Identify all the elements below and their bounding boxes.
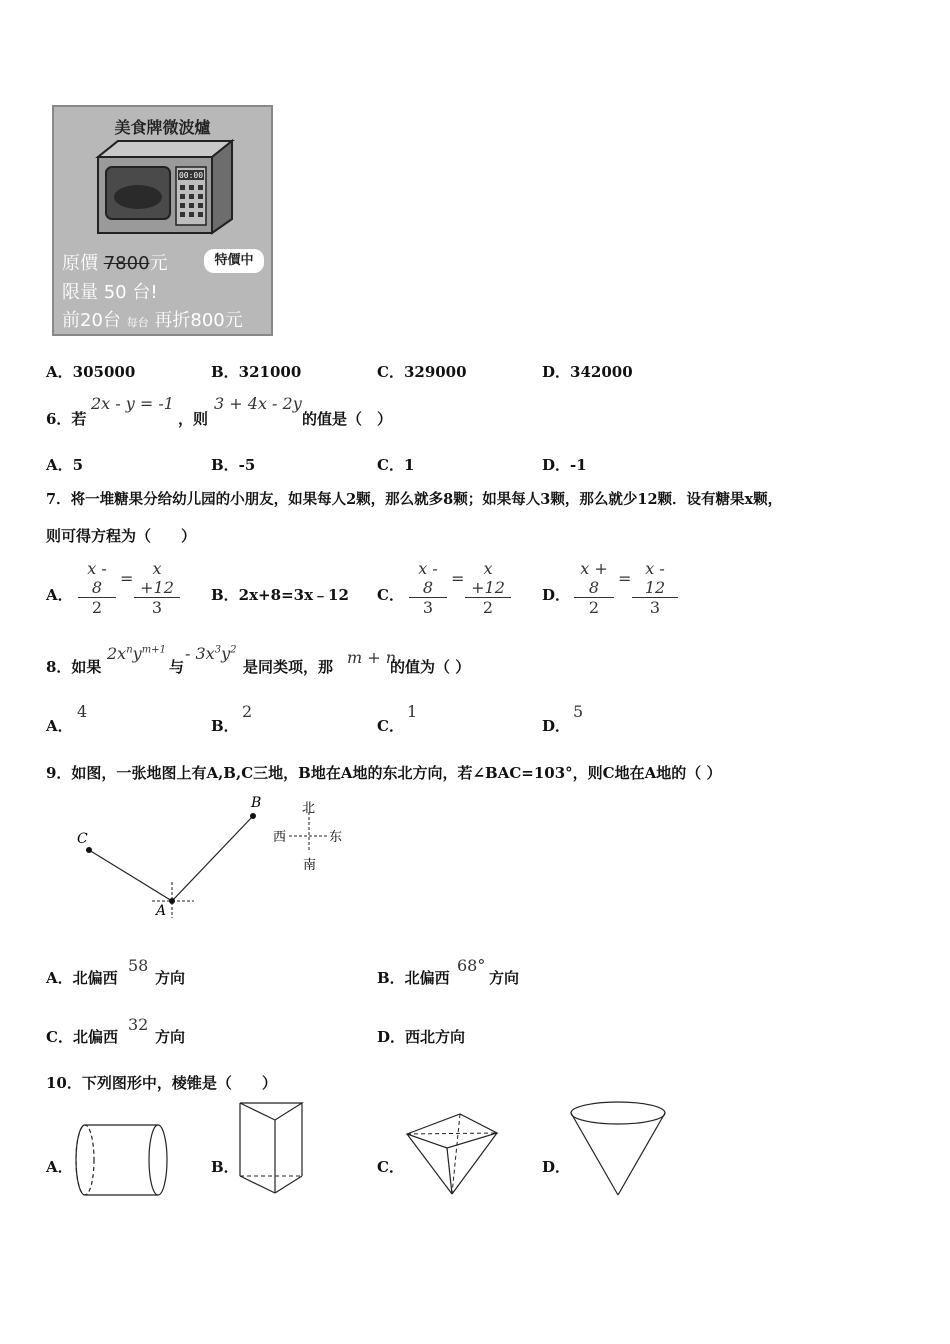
q6-option-b: B．-5 [211,456,256,474]
ad-title: 美食牌微波爐 [114,118,211,137]
q7-c-fraction-right: $\frac{x +12}{2}$ [465,559,511,617]
compass-north: 北 [302,801,316,816]
q6-prefix: 6．若 [46,410,87,428]
q10-option-d-label: D． [542,1158,571,1176]
q8-option-a-value: 4 [77,702,88,721]
q10-option-c-label: C． [377,1158,404,1176]
q8-option-a-label: A． [46,717,73,735]
timer-display: 00:00 [178,171,204,180]
q9-option-b-label: B．北偏西 [377,969,450,987]
q6-option-a: A．5 [46,456,84,474]
q8-option-d-value: 5 [573,702,584,721]
pyramid-figure [402,1108,502,1200]
q8-mid: 是同类项，那 [243,658,334,676]
q7-a-fraction-left: $\frac{x - 8}{2}$ [78,559,116,617]
q7-stem-line1: 7．将一堆糖果分给幼儿园的小朋友，如果每人2颗，那么就多8颗；如果每人3颗，那么就少12颗．设有糖果x颗， [46,491,783,508]
microwave-ad-image [52,105,273,336]
q5-option-d: D．342000 [542,363,633,381]
cylinder-figure [70,1120,175,1200]
q8-option-c-value: 1 [407,702,418,721]
q9-option-b-value: 68° [457,956,486,975]
q9-option-a-value: 58 [128,956,149,975]
point-b [250,813,256,819]
label-c: C [77,831,88,847]
q6-suffix: 的值是（ ） [302,410,393,428]
q7-option-b: B．2x+8=3x﹣12 [211,586,349,604]
q7-option-d-label: D． [542,586,571,604]
q7-a-fraction-right: $\frac{x +12}{3}$ [134,559,180,617]
microwave-icon [92,135,242,235]
ad-original-price: 原價 7800元 [62,253,168,274]
label-b: B [251,795,262,811]
q7-option-a-label: A． [46,586,73,604]
q9-stem: 9．如图，一张地图上有A,B,C三地，B地在A地的东北方向，若∠BAC=103°，则C地在A地的（ ） [46,764,722,782]
q8-option-c-label: C． [377,717,404,735]
q9-option-c-suffix: 方向 [155,1028,186,1046]
q6-expression: 3 + 4x - 2y [214,394,302,413]
point-c [86,847,92,853]
compass-south: 南 [303,858,317,873]
q5-option-a: A．305000 [46,363,136,381]
compass-west: 西 [273,830,287,845]
q6-option-d: D．-1 [542,456,587,474]
triangular-prism-figure [235,1098,310,1198]
q9-option-c-label: C．北偏西 [46,1028,118,1046]
q8-expression: m + n [347,648,397,667]
ad-limited: 限量 50 台! [62,282,158,303]
q8-with: 与 [169,658,185,676]
q9-option-a-suffix: 方向 [155,969,186,987]
q9-option-c-value: 32 [128,1015,149,1034]
q7-d-fraction-right: $\frac{x - 12}{3}$ [632,559,678,617]
q5-option-c: C．329000 [377,363,467,381]
q9-option-a-label: A．北偏西 [46,969,118,987]
compass-east: 东 [329,830,343,845]
q8-option-d-label: D． [542,717,571,735]
label-a: A [156,903,167,919]
q9-map-figure [60,790,360,925]
cone-figure [568,1098,673,1200]
q8-option-b-value: 2 [242,702,253,721]
q7-stem-line2: 则可得方程为（ ） [46,527,197,545]
q7-d-fraction-left: $\frac{x + 8}{2}$ [574,559,614,617]
point-a [169,898,175,904]
q10-option-b-label: B． [211,1158,239,1176]
q8-term2: - $3x^3y^2$ [185,644,237,663]
q8-prefix: 8．如果 [46,658,102,676]
q8-term1: $2x^ny^{m+1}$ [107,644,166,663]
q8-suffix: 的值为（ ） [390,658,471,676]
q8-option-b-label: B． [211,717,239,735]
q5-option-b: B．321000 [211,363,302,381]
q9-option-b-suffix: 方向 [489,969,520,987]
q10-stem: 10．下列图形中，棱锥是（ ） [46,1074,277,1092]
q6-option-c: C．1 [377,456,415,474]
q6-equation: 2x - y = -1 [91,394,174,413]
q7-a-equals: = [120,569,134,588]
ad-special-tag: 特價中 [204,249,264,273]
q7-c-equals: = [451,569,465,588]
ad-discount: 前20台 每台 再折800元 [62,310,243,331]
q7-c-fraction-left: $\frac{x - 8}{3}$ [409,559,447,617]
q7-option-c-label: C． [377,586,404,604]
q6-mid: ，则 [178,410,209,428]
q10-option-a-label: A． [46,1158,73,1176]
q7-d-equals: = [618,569,632,588]
q9-option-d: D．西北方向 [377,1028,466,1046]
